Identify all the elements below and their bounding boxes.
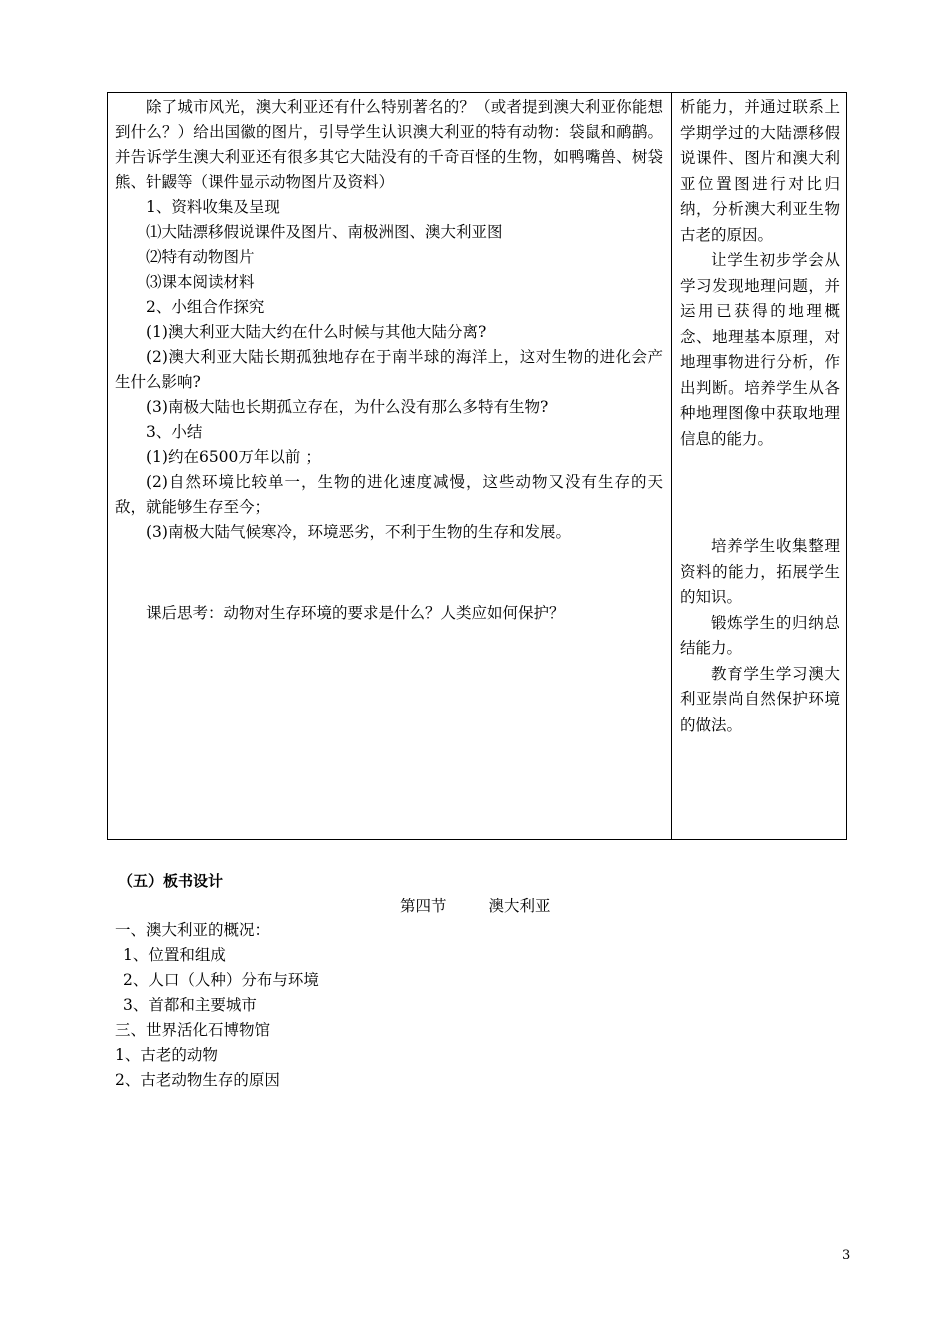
left-col-paragraph: 3、小结 <box>146 423 203 441</box>
left-col-paragraph: (3)南极大陆也长期孤立存在，为什么没有那么多特有生物? <box>146 398 549 416</box>
outline-item: 1、古老的动物 <box>115 1046 218 1064</box>
outline-item: 1、位置和组成 <box>123 946 226 964</box>
right-col-paragraph: 让学生初步学会从学习发现地理问题，并运用已获得的地理概念、地理基本原理，对地理事物进行分析，作出判断。培养学生从各种地理图像中获取地理信息的能力。 <box>680 251 840 448</box>
board-outline <box>115 918 319 1093</box>
left-col-paragraph: ⑵特有动物图片 <box>146 248 255 266</box>
right-col-paragraph: 培养学生收集整理资料的能力，拓展学生的知识。 <box>680 537 840 606</box>
left-col-paragraph: 2、小组合作探究 <box>146 298 265 316</box>
outline-item: 2、人口（人种）分布与环境 <box>123 971 319 989</box>
outline-item: 3、首都和主要城市 <box>123 996 257 1014</box>
left-col-paragraph <box>115 561 663 586</box>
board-design-heading: （五）板书设计 <box>118 872 224 890</box>
left-col-paragraph: (3)南极大陆气候寒冷，环境恶劣，不利于生物的生存和发展。 <box>146 523 571 541</box>
right-col-paragraph: 析能力，并通过联系上学期学过的大陆漂移假说课件、图片和澳大利亚位置图进行对比归纳，分析澳大利亚生物古老的原因。 <box>680 98 840 244</box>
left-col-paragraph: 课后思考：动物对生存环境的要求是什么？人类应如何保护？ <box>146 604 565 622</box>
teaching-process-column <box>115 95 663 626</box>
left-col-paragraph: (2)澳大利亚大陆长期孤独地存在于南半球的海洋上，这对生物的进化会产生什么影响? <box>115 348 663 391</box>
board-title-section: 第四节 <box>400 897 447 915</box>
left-col-paragraph: (1)澳大利亚大陆大约在什么时候与其他大陆分离? <box>146 323 487 341</box>
outline-item: 2、古老动物生存的原因 <box>115 1071 280 1089</box>
board-title-name: 澳大利亚 <box>488 897 551 915</box>
left-col-paragraph: 1、资料收集及呈现 <box>146 198 280 216</box>
right-col-paragraph: 锻炼学生的归纳总结能力。 <box>680 613 840 657</box>
column-divider <box>671 92 672 840</box>
left-col-paragraph: ⑶课本阅读材料 <box>146 273 255 291</box>
outline-item: 一、澳大利亚的概况： <box>115 921 271 939</box>
right-col-paragraph <box>680 468 840 519</box>
page-number: 3 <box>842 1248 851 1263</box>
left-col-paragraph: 除了城市风光，澳大利亚还有什么特别著名的？（或者提到澳大利亚你能想到什么？）给出国徽的图片，引导学生认识澳大利亚的特有动物：袋鼠和鸸鹋。并告诉学生澳大利亚还有很多其它大陆没有的千奇百怪的生物，如鸭嘴兽、树袋熊、针鼹等（课件显示动物图片及资料） <box>115 98 663 191</box>
left-col-paragraph: (1)约在6500万年以前 ； <box>146 448 321 466</box>
left-col-paragraph: (2)自然环境比较单一，生物的进化速度减慢，这些动物又没有生存的天敌，就能够生存至今； <box>115 473 663 516</box>
design-intent-column <box>680 95 840 738</box>
board-title <box>400 894 551 916</box>
left-col-paragraph: ⑴大陆漂移假说课件及图片、南极洲图、澳大利亚图 <box>146 223 503 241</box>
outline-item: 三、世界活化石博物馆 <box>115 1021 271 1039</box>
right-col-paragraph: 教育学生学习澳大利亚崇尚自然保护环境的做法。 <box>680 664 840 734</box>
